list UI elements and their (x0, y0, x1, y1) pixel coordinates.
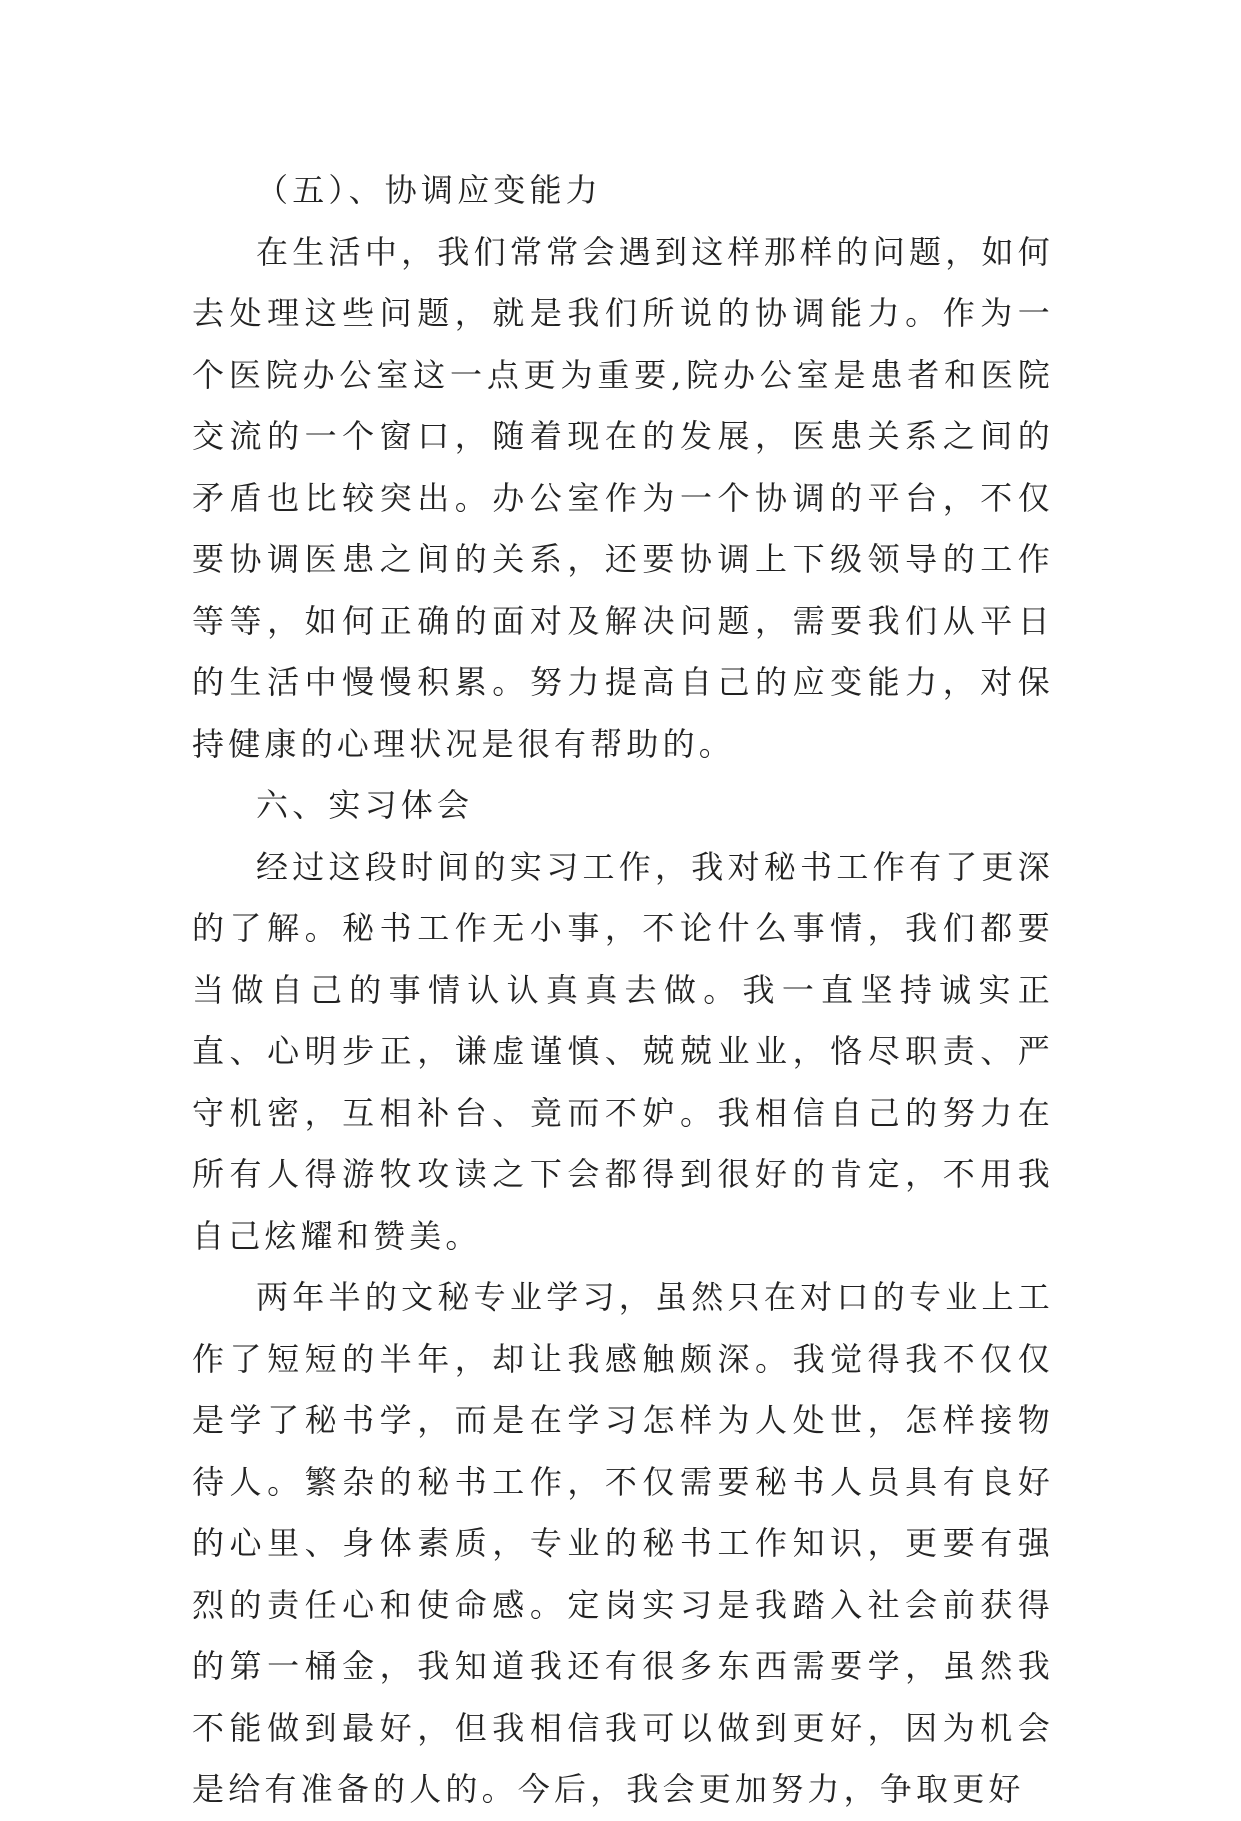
paragraph-study-reflection: 两年半的文秘专业学习，虽然只在对口的专业上工作了短短的半年，却让我感触颇深。我觉得我不仅仅是学了秘书学，而是在学习怎样为人处世，怎样接物待人。繁杂的秘书工作，不仅需要秘书人员具有良好的心里、身体素质，专业的秘书工作知识，更要有强烈的责任心和使命感。定岗实习是我踏入社会前获得的第一桶金，我知道我还有很多东西需要学，虽然我不能做到最好，但我相信我可以做到更好，因为机会是给有准备的人的。今后，我会更加努力，争取更好 (192, 1278, 1054, 1808)
section-heading-5: （五）、协调应变能力 (256, 171, 603, 209)
paragraph-internship-experience: 经过这段时间的实习工作，我对秘书工作有了更深的了解。秘书工作无小事，不论什么事情，我们都要当做自己的事情认认真真去做。我一直坚持诚实正直、心明步正，谦虚谨慎、兢兢业业，恪尽职责、严守机密，互相补台、竟而不妒。我相信自己的努力在所有人得游牧攻读之下会都得到很好的肯定，不用我自己炫耀和赞美。 (192, 847, 1054, 1255)
paragraph-coordination: 在生活中，我们常常会遇到这样那样的问题，如何去处理这些问题，就是我们所说的协调能力。作为一个医院办公室这一点更为重要,院办公室是患者和医院交流的一个窗口，随着现在的发展，医患关系之间的矛盾也比较突出。办公室作为一个协调的平台，不仅要协调医患之间的关系，还要协调上下级领导的工作等等，如何正确的面对及解决问题，需要我们从平日的生活中慢慢积累。努力提高自己的应变能力，对保持健康的心理状况是很有帮助的。 (192, 232, 1054, 763)
section-heading-6: 六、实习体会 (256, 786, 474, 824)
document-body (192, 160, 1054, 1821)
